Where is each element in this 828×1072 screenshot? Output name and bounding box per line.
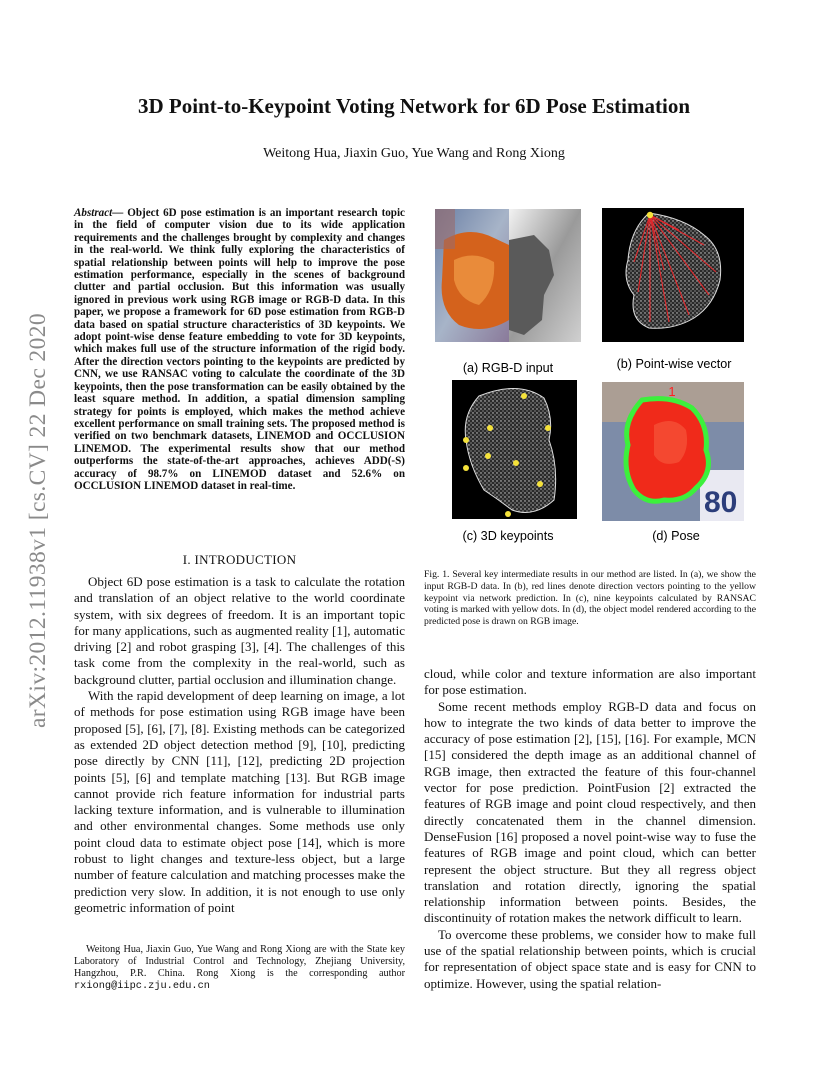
intro-paragraph-3: Some recent methods employ RGB-D data and focus on how to integrate the two kinds of data better to improve the accuracy of pose estimation [2], [15], [16]. For example, MCN [15] considered the depth image as an additional channel of RGB image, then extracted the feature of this four-channel vector for pose prediction. PointFusion [2] extracted the features of RGB image and point cloud respectively, and then directly concatenated them in the channel dimension. DenseFusion [16] proposed a novel point-wise way to fuse the features of RGB image and point cloud, which can better represent the object structure. But they all regress object translation and rotation directly, ignoring the spatial relationship information between points. Besides, the discontinuity of rotation makes the network difficult to learn. xyxy=(424,698,756,926)
figure-1-caption: Fig. 1. Several key intermediate results in our method are listed. In (a), we show the input RGB-D data. In (b), red lines denote direction vectors pointing to the yellow keypoint via network prediction. In (c), nine keypoints calculated by RANSAC voting is marked with yellow dots. In (d), the object model rendered according to the predicted pose is drawn on RGB image. xyxy=(424,569,756,628)
panel-b-image xyxy=(602,208,744,342)
footnote xyxy=(74,944,405,992)
panel-a-label: (a) RGB-D input xyxy=(462,361,554,375)
panel-d-label: (d) Pose xyxy=(652,529,700,543)
intro-paragraph-1: Object 6D pose estimation is a task to calculate the rotation and translation of an object relative to the world coordinate system, with six degrees of freedom. It is an important topic for many applications, such as augmented reality [1], automatic driving [2] and robot grasping [3], [4]. The challenges of this task come from the complexity in the real-world, such as background clutter, partial occlusion and illumination change. xyxy=(74,574,405,687)
panel-c-label: (c) 3D keypoints xyxy=(462,529,554,543)
figure-1 xyxy=(424,200,756,550)
intro-paragraph-2: With the rapid development of deep learning on image, a lot of methods for pose estimation using RGB image have been proposed [5], [6], [7], [8]. Existing methods can be categorized as extended 2D object detection method [9], [10], predicting pose directly by CNN [11], [12], predicting 2D projection points [5], [6] and template matching [13]. But RGB image cannot provide rich feature information for industrial parts lacking texture information, and is vulnerable to illumination and other environmental changes. Some methods use only point cloud data to estimate object pose [14], which is more robust to light changes and texture-less object, but a large number of feature calculation and matching processes make the prediction very slow. In addition, it is not enough to use only geometric information of point xyxy=(74,688,405,915)
panel-c-image xyxy=(452,380,577,519)
paper-title: 3D Point-to-Keypoint Voting Network for 6D Pose Estimation xyxy=(137,94,690,118)
panel-d-overlay-marker: 1 xyxy=(668,384,676,399)
figure-1-graphics xyxy=(424,200,756,550)
arxiv-identifier: arXiv:2012.11938v1 [cs.CV] 22 Dec 2020 xyxy=(25,312,52,728)
panel-b-label: (b) Point-wise vector xyxy=(616,357,732,371)
footnote-email: rxiong@iipc.zju.edu.cn xyxy=(74,980,210,992)
intro-paragraph-4: To overcome these problems, we consider how to make full use of the spatial relationship between points, which is crucial for representation of object space state and is easy for CNN to optimize. However, using the spatial relation- xyxy=(424,926,756,991)
footnote-text: Weitong Hua, Jiaxin Guo, Yue Wang and Rong Xiong are with the State key Laboratory of Industrial Control and Technology, Zhejiang University, Hangzhou, P.R. China. Rong Xiong is the corresponding author xyxy=(74,944,405,979)
intro-left-column xyxy=(74,574,405,916)
panel-a-image xyxy=(435,209,581,342)
intro-right-column xyxy=(424,666,756,992)
panel-d-background-text: 80 xyxy=(704,486,738,519)
intro-paragraph-2-continued: cloud, while color and texture information are also important for pose estimation. xyxy=(424,666,756,698)
abstract-label: Abstract— xyxy=(74,207,124,219)
panel-d-image xyxy=(602,382,744,521)
abstract-text: Object 6D pose estimation is an important research topic in the field of computer vision due to its wide application requirements and the challenges brought by complexity and changes in the real-world. We think fully exploring the characteristics of spatial relationship between points will help to improve the pose estimation performance, especially in the scenes of background clutter and partial occlusion. But this information was usually ignored in previous work using RGB image or RGB-D data. In this paper, we propose a framework for 6D pose estimation from RGB-D data based on spatial structure characteristics of 3D keypoints. We adopt point-wise dense feature embedding to vote for 3D keypoints, which makes full use of the structure information of the rigid body. After the direction vectors pointing to the keypoints are predicted by CNN, we use RANSAC voting to calculate the coordinate of the 3D keypoints, then the pose transformation can be easily obtained by the least square method. In addition, a spatial dimension sampling strategy for points is employed, which makes the method achieve excellent performance on small training sets. The proposed method is verified on two benchmark datasets, LINEMOD and OCCLUSION LINEMOD. The experimental results show that our method outperforms the state-of-the-art approaches, achieves ADD(-S) accuracy of 98.7% on LINEMOD dataset and 52.6% on OCCLUSION LINEMOD dataset in real-time. xyxy=(74,207,405,492)
section-heading-introduction: I. INTRODUCTION xyxy=(182,552,297,567)
abstract xyxy=(74,207,405,492)
author-list: Weitong Hua, Jiaxin Guo, Yue Wang and Rong Xiong xyxy=(263,146,565,161)
